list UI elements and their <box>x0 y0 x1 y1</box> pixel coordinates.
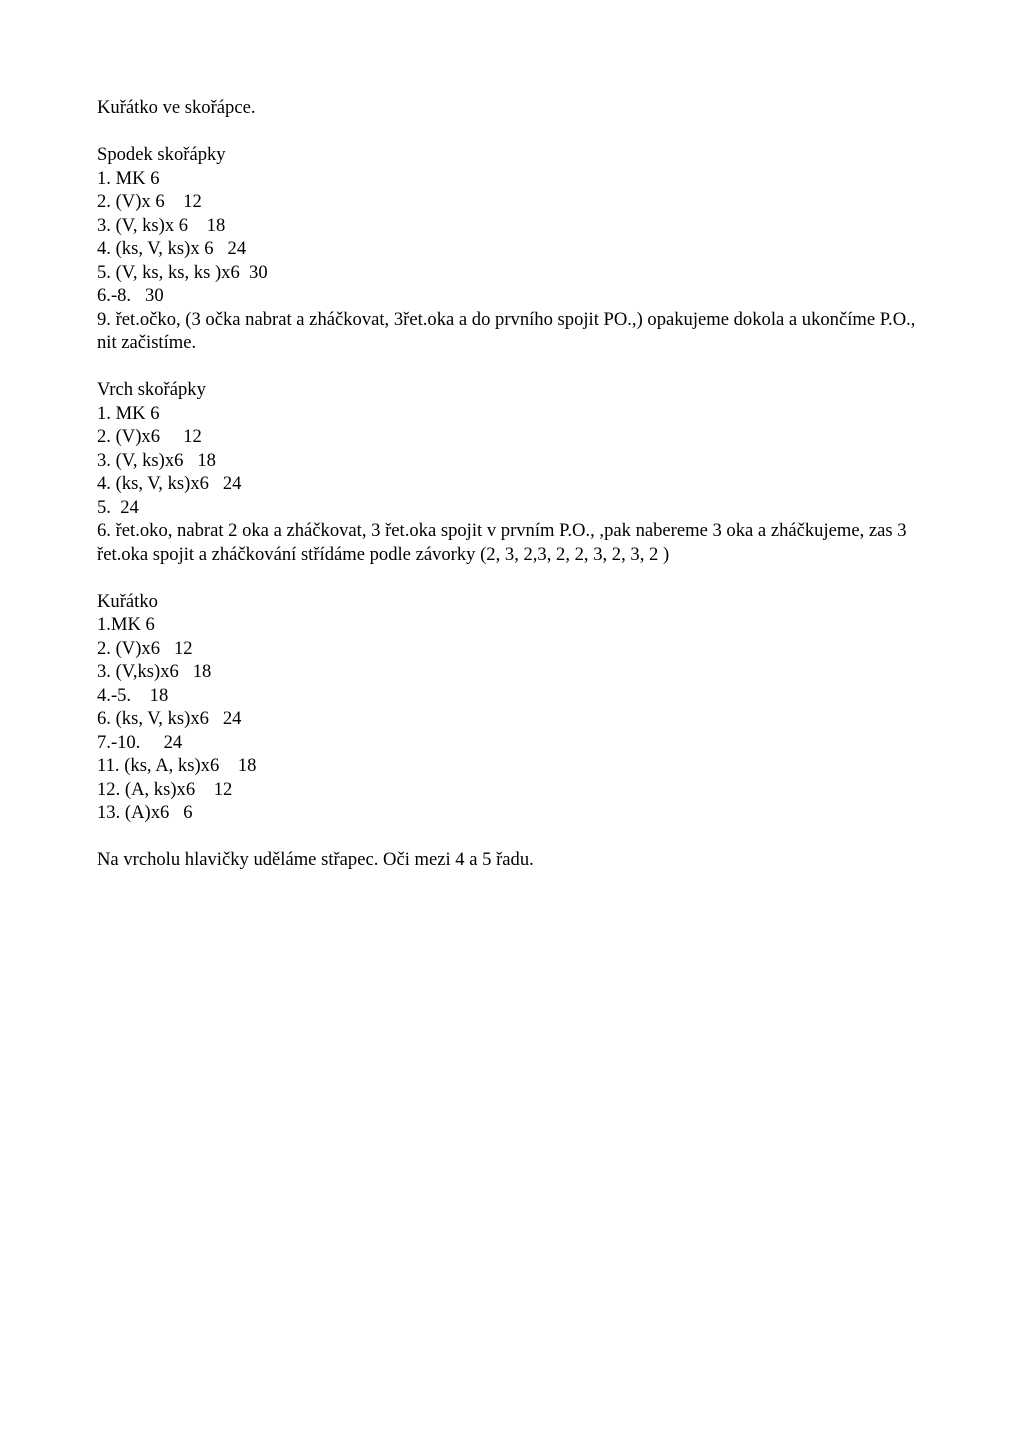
pattern-row: 12. (A, ks)x6 12 <box>97 778 233 800</box>
pattern-row: 2. (V)x6 12 <box>97 426 202 447</box>
pattern-row: 9. řet.očko, (3 očka nabrat a zháčkovat, 3řet.oka a do prvního spojit PO.,) opakujeme dokola a ukončíme P.O., nit začistíme. <box>97 308 921 353</box>
section-vrch <box>97 378 917 566</box>
spacer <box>97 825 917 849</box>
pattern-row: 3. (V, ks)x 6 18 <box>97 214 226 236</box>
section-heading: Vrch skořápky <box>97 379 206 400</box>
pattern-row: 3. (V, ks)x6 18 <box>97 449 216 471</box>
document-page <box>97 96 921 872</box>
pattern-row: 7.-10. 24 <box>97 731 183 753</box>
closing-note: Na vrcholu hlavičky uděláme střapec. Oči mezi 4 a 5 řadu. <box>97 849 534 870</box>
pattern-row: 2. (V)x6 12 <box>97 637 193 659</box>
pattern-row: 4. (ks, V, ks)x6 24 <box>97 473 242 494</box>
pattern-row: 2. (V)x 6 12 <box>97 191 202 212</box>
pattern-row: 6.-8. 30 <box>97 285 164 306</box>
pattern-row: 3. (V,ks)x6 18 <box>97 661 212 682</box>
pattern-row: 5. (V, ks, ks, ks )x6 30 <box>97 261 268 283</box>
pattern-row: 1.MK 6 <box>97 614 155 635</box>
section-kuratko <box>97 590 917 825</box>
pattern-row: 5. 24 <box>97 496 139 518</box>
section-heading: Kuřátko <box>97 590 158 612</box>
pattern-row: 6. řet.oko, nabrat 2 oka a zháčkovat, 3 řet.oka spojit v prvním P.O., ,pak nabereme 3 oka a zháčkujeme, zas 3 řet.oka spojit a zháčkování střídáme podle závorky (2, 3, 2,3, 2, 2, 3, 2, 3, 2 ) <box>97 520 912 565</box>
section-heading: Spodek skořápky <box>97 144 226 165</box>
pattern-row: 13. (A)x6 6 <box>97 802 193 823</box>
section-spodek <box>97 143 921 355</box>
pattern-row: 6. (ks, V, ks)x6 24 <box>97 708 242 729</box>
pattern-row: 1. MK 6 <box>97 402 160 424</box>
pattern-row: 1. MK 6 <box>97 167 160 189</box>
pattern-row: 4. (ks, V, ks)x 6 24 <box>97 238 247 259</box>
spacer <box>97 355 917 379</box>
pattern-row: 11. (ks, A, ks)x6 18 <box>97 755 257 776</box>
document-title: Kuřátko ve skořápce. <box>97 97 256 118</box>
pattern-row: 4.-5. 18 <box>97 684 169 706</box>
spacer <box>97 566 917 590</box>
spacer <box>97 120 917 144</box>
